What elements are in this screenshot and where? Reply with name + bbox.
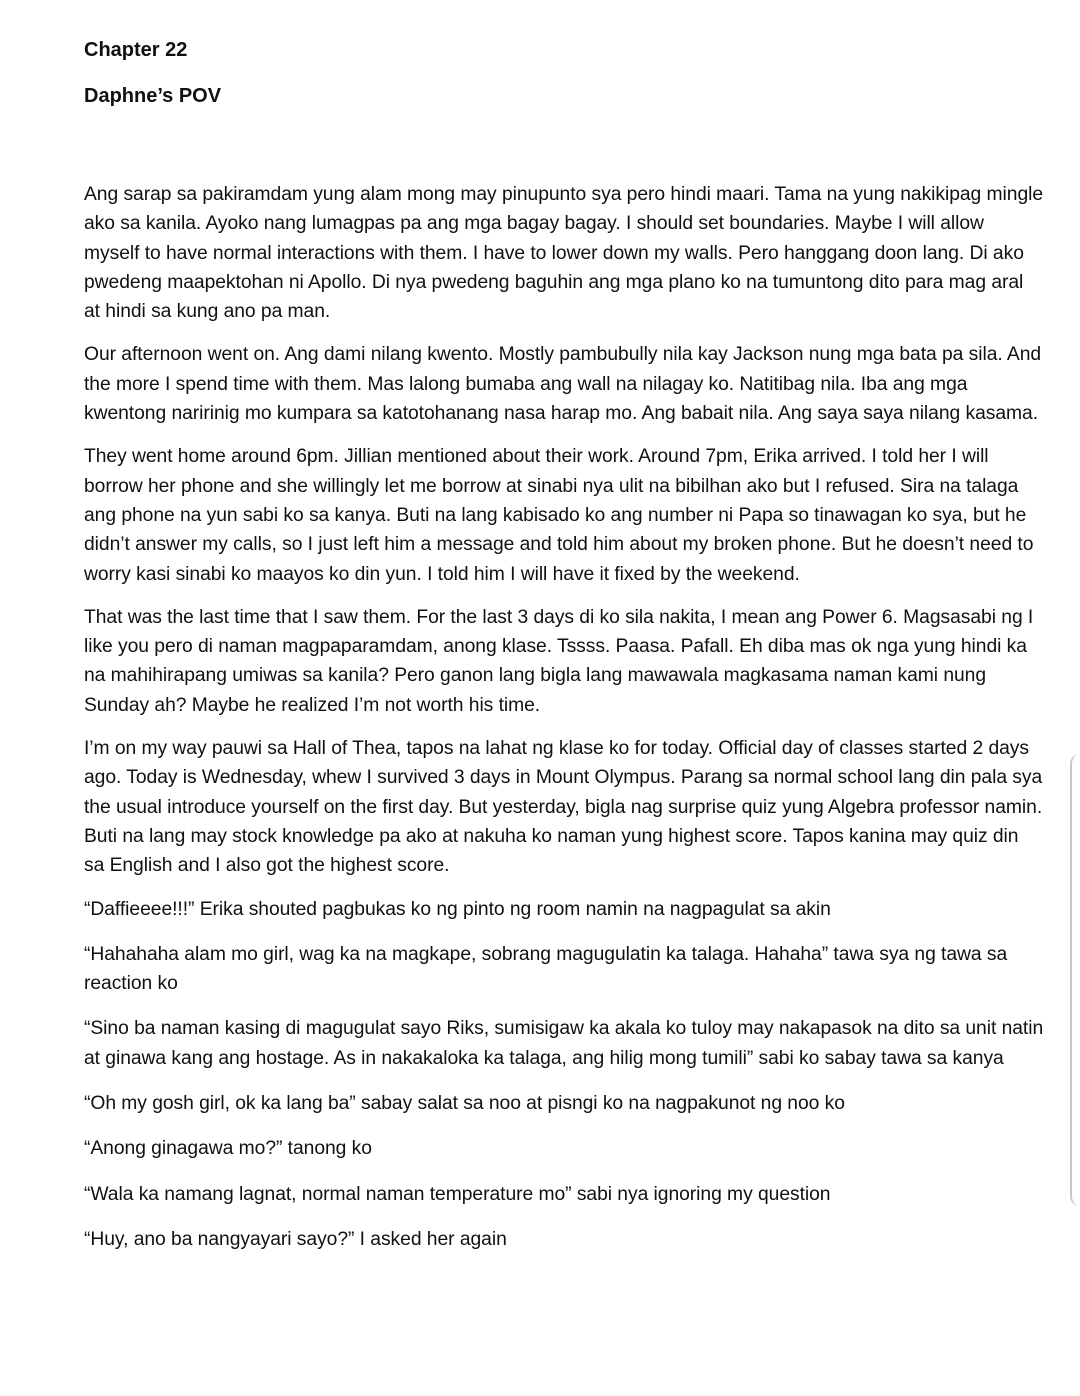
paragraph: Our afternoon went on. Ang dami nilang kwento. Mostly pambubully nila kay Jackson nung mga bata pa sila. And the more I spend time with them. Mas lalong bumaba ang wall na nilagay ko. Natitibag nila. Iba ang mga kwentong naririnig mo kumpara sa katotohanang nasa harap mo. Ang babait nila. Ang saya saya nilang kasama. xyxy=(84,344,1042,425)
paragraph: That was the last time that I saw them. For the last 3 days di ko sila nakita, I mean ang Power 6. Magsasabi ng I like you pero di naman magpaparamdam, anong klase. Tssss. Paasa. Pafall. Eh diba mas ok nga yung hindi ka na mahihirapang umiwas sa kanila? Pero ganon lang bigla lang mawawala magkasama naman kami nung Sunday ah? Maybe he realized I’m not worth his time. xyxy=(84,606,1034,716)
dialogue-paragraph: “Sino ba naman kasing di magugulat sayo Riks, sumisigaw ka akala ko tuloy may nakapasok na dito sa unit natin at ginawa kang ang hostage. As in nakakaloka ka talaga, ang hilig mong tumili” sabi ko sabay tawa sa kanya xyxy=(84,1018,1044,1069)
dialogue-paragraph: “Daffieeee!!!” Erika shouted pagbukas ko ng pinto ng room namin na nagpagulat sa akin xyxy=(84,898,831,920)
dialogue-paragraph: “Wala ka namang lagnat, normal naman temperature mo” sabi nya ignoring my question xyxy=(84,1183,831,1205)
paragraph: They went home around 6pm. Jillian mentioned about their work. Around 7pm, Erika arrived. I told her I will borrow her phone and she willingly let me borrow at sinabi nya ulit na bibilhan ako but I refused. Sira na talaga ang phone na yun sabi ko sa kanya. Buti na lang kabisado ko ang number ni Papa so tinawagan ko sya, but he didn’t answer my calls, so I just left him a message and told him about my broken phone. But he doesn’t need to worry kasi sinabi ko maayos ko din yun. I told him I will have it fixed by the weekend. xyxy=(84,446,1034,585)
dialogue-paragraph: “Huy, ano ba nangyayari sayo?” I asked her again xyxy=(84,1228,507,1250)
chapter-heading: Chapter 22 xyxy=(84,39,188,61)
document-page xyxy=(84,32,1044,1270)
dialogue-paragraph: “Anong ginagawa mo?” tanong ko xyxy=(84,1138,372,1160)
paragraph: I’m on my way pauwi sa Hall of Thea, tapos na lahat ng klase ko for today. Official day of classes started 2 days ago. Today is Wednesday, whew I survived 3 days in Mount Olympus. Parang sa normal school lang din pala sya the usual introduce yourself on the first day. But yesterday, bigla nag surprise quiz yung Algebra professor namin. Buti na lang may stock knowledge pa ako at nakuha ko naman yung highest score. Tapos kanina may quiz din sa English and I also got the highest score. xyxy=(84,738,1043,877)
scroll-handle[interactable] xyxy=(1070,754,1080,1206)
dialogue-paragraph: “Hahahaha alam mo girl, wag ka na magkape, sobrang magugulatin ka talaga. Hahaha” tawa sya ng tawa sa reaction ko xyxy=(84,943,1008,995)
paragraph: Ang sarap sa pakiramdam yung alam mong may pinupunto sya pero hindi maari. Tama na yung nakikipag mingle ako sa kanila. Ayoko nang lumagpas pa ang mga bagay bagay. I should set boundaries. Maybe I will allow myself to have normal interactions with them. I have to lower down my walls. Pero hanggang doon lang. Di ako pwedeng maapektohan ni Apollo. Di nya pwedeng baguhin ang mga plano ko na tumuntong dito para mag aral at hindi sa kung ano pa man. xyxy=(84,184,1044,323)
pov-heading: Daphne’s POV xyxy=(84,85,222,107)
chapter-body xyxy=(84,180,1044,1254)
dialogue-paragraph: “Oh my gosh girl, ok ka lang ba” sabay salat sa noo at pisngi ko na nagpakunot ng noo ko xyxy=(84,1093,845,1115)
